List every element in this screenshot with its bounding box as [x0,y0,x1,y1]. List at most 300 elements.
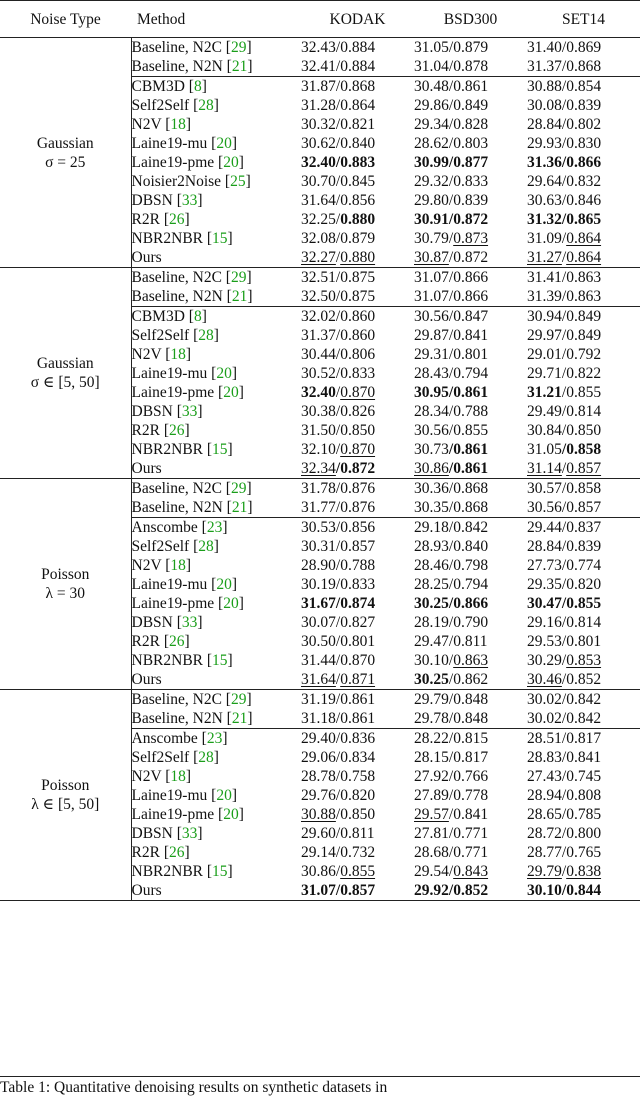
psnr-ssim-cell [301,77,414,97]
ssim-value: 0.848 [453,710,489,727]
citation-link: 20 [216,576,232,593]
psnr-ssim-cell [414,805,527,824]
psnr-ssim-cell [301,881,414,901]
method-name: N2V [131,557,162,574]
method-cell: Anscombe [23] [131,518,301,538]
ssim-value: 0.872 [340,460,376,477]
separator: / [448,403,454,420]
ssim-value: 0.857 [566,499,602,516]
method-cell: Self2Self [28] [131,327,219,344]
psnr-value: 31.87 [301,78,336,95]
ssim-value: 0.856 [340,519,376,536]
ssim-value: 0.850 [340,422,376,439]
separator: / [335,460,341,477]
method-cell: DBSN [33] [131,403,203,420]
psnr-value: 30.44 [301,346,336,363]
psnr-value: 28.90 [301,557,336,574]
ssim-value: 0.855 [340,863,376,880]
separator: / [335,97,341,114]
citation-link: 26 [168,422,185,439]
separator: / [335,863,341,880]
psnr-value: 30.25 [414,671,449,688]
method-cell: Laine19-mu [20] [131,135,237,152]
method-name: R2R [131,633,160,650]
ssim-value: 0.861 [453,460,489,477]
citation-link: 29 [230,480,247,497]
ssim-value: 0.857 [340,538,376,555]
citation-link: 26 [168,633,185,650]
ssim-value: 0.848 [453,691,489,708]
method-name: Baseline, N2N [131,288,223,305]
method-cell: NBR2NBR [15] [131,230,233,247]
ssim-value: 0.788 [453,403,489,420]
citation-link: 21 [231,499,248,516]
separator: / [448,595,454,612]
separator: / [448,230,454,247]
psnr-ssim-cell [414,670,527,690]
ssim-value: 0.879 [453,39,489,56]
psnr-ssim-cell [527,881,640,901]
psnr-value: 32.10 [301,441,336,458]
citation-link: 21 [231,58,248,75]
psnr-value: 31.77 [301,499,336,516]
psnr-value: 31.36 [527,154,562,171]
ssim-value: 0.863 [453,652,489,669]
separator: / [335,39,341,56]
psnr-value: 31.78 [301,480,336,497]
separator: / [448,192,454,209]
psnr-value: 31.21 [527,384,562,401]
psnr-ssim-cell [527,632,640,651]
psnr-ssim-cell [301,459,414,479]
psnr-ssim-cell [414,383,527,402]
method-name: DBSN [131,403,173,420]
psnr-ssim-cell [527,556,640,575]
method-cell: Baseline, N2N [21] [131,58,253,75]
method-cell: Laine19-mu [20] [131,576,237,593]
separator: / [335,422,341,439]
ssim-value: 0.866 [453,288,489,305]
psnr-value: 31.40 [527,39,562,56]
psnr-value: 29.14 [301,844,336,861]
ssim-value: 0.875 [340,288,376,305]
ssim-value: 0.871 [340,671,376,688]
psnr-value: 29.86 [414,97,449,114]
method-cell: Baseline, N2N [21] [131,499,253,516]
psnr-value: 29.06 [301,749,336,766]
ssim-value: 0.858 [566,441,602,458]
psnr-ssim-cell [414,824,527,843]
noise-type-cell [0,479,131,690]
ssim-value: 0.864 [340,97,376,114]
psnr-value: 31.04 [414,58,449,75]
separator: / [448,58,454,75]
citation-link: 15 [212,230,228,247]
ssim-value: 0.875 [340,269,376,286]
method-cell: NBR2NBR [15] [131,652,233,669]
psnr-ssim-cell [414,421,527,440]
psnr-value: 29.31 [414,346,449,363]
psnr-value: 28.19 [414,614,449,631]
citation-link: 33 [181,614,198,631]
method-name: Baseline, N2C [131,39,222,56]
psnr-value: 28.62 [414,135,449,152]
ssim-value: 0.836 [340,730,376,747]
table-caption: Table 1: Quantitative denoising results on synthetic datasets in [0,1076,640,1099]
noise-parameter: λ ∈ [5, 50] [31,796,100,813]
ssim-value: 0.821 [340,116,376,133]
ssim-value: 0.861 [453,384,489,401]
psnr-ssim-cell [527,862,640,881]
separator: / [561,519,567,536]
separator: / [561,806,567,823]
separator: / [335,499,341,516]
separator: / [335,538,341,555]
method-cell: R2R [26] [131,422,190,439]
ssim-value: 0.874 [340,595,376,612]
separator: / [561,192,567,209]
psnr-value: 30.10 [527,882,562,899]
method-cell: Baseline, N2C [29] [131,269,252,286]
psnr-ssim-cell [301,805,414,824]
ssim-value: 0.868 [453,480,489,497]
method-cell: Baseline, N2N [21] [131,710,253,727]
psnr-value: 28.94 [527,787,562,804]
psnr-value: 31.18 [301,710,336,727]
psnr-ssim-cell [527,421,640,440]
method-name: Ours [131,671,162,688]
psnr-value: 27.92 [414,768,449,785]
psnr-ssim-cell [301,843,414,862]
psnr-value: 29.97 [527,327,562,344]
psnr-ssim-cell [301,134,414,153]
separator: / [335,346,341,363]
separator: / [448,78,454,95]
psnr-ssim-cell [527,115,640,134]
psnr-value: 29.60 [301,825,336,842]
method-cell: Anscombe [23] [131,729,301,749]
table-row [0,479,640,499]
method-name: Baseline, N2C [131,269,222,286]
citation-link: 33 [181,825,198,842]
citation-link: 33 [181,192,198,209]
psnr-ssim-cell [527,248,640,268]
ssim-value: 0.863 [566,288,602,305]
separator: / [448,710,454,727]
psnr-value: 27.73 [527,557,562,574]
ssim-value: 0.830 [566,135,602,152]
psnr-ssim-cell [414,440,527,459]
ssim-value: 0.839 [566,538,602,555]
citation-link: 20 [216,787,232,804]
ssim-value: 0.811 [453,633,488,650]
separator: / [448,327,454,344]
method-cell: Self2Self [28] [131,749,219,766]
ssim-value: 0.814 [566,614,602,631]
ssim-value: 0.849 [453,97,489,114]
psnr-ssim-cell [527,690,640,710]
header-method: Method [137,10,186,28]
method-cell: Laine19-pme [20] [131,595,244,612]
citation-link: 23 [206,730,223,747]
psnr-value: 32.34 [301,460,336,477]
separator: / [448,519,454,536]
psnr-value: 30.25 [414,595,449,612]
separator: / [335,671,341,688]
ssim-value: 0.774 [566,557,602,574]
citation-link: 21 [231,288,248,305]
psnr-value: 30.32 [301,116,336,133]
ssim-value: 0.808 [566,787,602,804]
ssim-value: 0.837 [566,519,602,536]
psnr-ssim-cell [527,824,640,843]
psnr-ssim-cell [414,651,527,670]
psnr-ssim-cell [301,729,414,749]
psnr-ssim-cell [301,709,414,729]
citation-link: 28 [198,327,214,344]
separator: / [561,460,567,477]
method-name: Baseline, N2C [131,480,222,497]
psnr-value: 28.84 [527,538,562,555]
ssim-value: 0.866 [566,154,602,171]
method-name: NBR2NBR [131,441,203,458]
header-bsd300: BSD300 [443,10,498,28]
psnr-value: 30.86 [414,460,449,477]
method-cell [131,459,301,479]
ssim-value: 0.817 [453,749,489,766]
method-name: N2V [131,116,162,133]
separator: / [561,308,567,325]
ssim-value: 0.841 [566,749,602,766]
method-cell: N2V [18] [131,116,192,133]
psnr-ssim-cell [301,153,414,172]
ssim-value: 0.765 [566,844,602,861]
separator: / [335,154,341,171]
separator: / [335,58,341,75]
separator: / [448,863,454,880]
ssim-value: 0.794 [453,576,489,593]
ssim-value: 0.822 [566,365,602,382]
separator: / [561,652,567,669]
psnr-value: 30.35 [414,499,449,516]
ssim-value: 0.842 [453,519,489,536]
psnr-value: 29.64 [527,173,562,190]
separator: / [561,787,567,804]
psnr-value: 28.78 [301,768,336,785]
psnr-value: 31.67 [301,595,336,612]
separator: / [335,557,341,574]
method-cell: Laine19-pme [20] [131,384,244,401]
psnr-ssim-cell [414,881,527,901]
ssim-value: 0.845 [340,173,376,190]
ssim-value: 0.801 [566,633,602,650]
method-name: Ours [131,460,162,477]
psnr-ssim-cell [527,326,640,345]
psnr-value: 29.78 [414,710,449,727]
separator: / [448,691,454,708]
psnr-value: 31.07 [301,882,336,899]
ssim-value: 0.766 [453,768,489,785]
psnr-ssim-cell [527,229,640,248]
psnr-value: 28.83 [527,749,562,766]
method-cell: DBSN [33] [131,192,203,209]
psnr-value: 28.84 [527,116,562,133]
separator: / [448,749,454,766]
method-cell: DBSN [33] [131,825,203,842]
separator: / [335,691,341,708]
psnr-value: 30.88 [527,78,562,95]
ssim-value: 0.857 [566,460,602,477]
psnr-value: 29.35 [527,576,562,593]
method-cell: Laine19-mu [20] [131,787,237,804]
method-name: Baseline, N2C [131,691,222,708]
psnr-ssim-cell [527,77,640,97]
citation-link: 18 [170,346,186,363]
psnr-ssim-cell [414,479,527,499]
ssim-value: 0.840 [453,538,489,555]
ssim-value: 0.860 [340,308,376,325]
method-name: DBSN [131,825,173,842]
psnr-value: 31.05 [527,441,562,458]
method-cell: Self2Self [28] [131,538,219,555]
ssim-value: 0.870 [340,384,376,401]
citation-link: 29 [230,39,247,56]
ssim-value: 0.842 [566,710,602,727]
psnr-value: 31.39 [527,288,562,305]
separator: / [448,441,454,458]
psnr-ssim-cell [527,96,640,115]
method-name: N2V [131,768,162,785]
ssim-value: 0.798 [453,557,489,574]
method-cell: Baseline, N2C [29] [131,691,252,708]
separator: / [561,269,567,286]
psnr-value: 29.32 [414,173,449,190]
psnr-value: 29.87 [414,327,449,344]
psnr-ssim-cell [414,729,527,749]
ssim-value: 0.861 [453,441,489,458]
psnr-ssim-cell [414,537,527,556]
ssim-value: 0.801 [340,633,376,650]
ssim-value: 0.844 [566,882,602,899]
psnr-value: 30.70 [301,173,336,190]
psnr-value: 30.62 [301,135,336,152]
psnr-value: 32.27 [301,249,336,266]
psnr-ssim-cell [414,498,527,518]
method-name: N2V [131,346,162,363]
ssim-value: 0.864 [566,249,602,266]
separator: / [561,633,567,650]
citation-link: 33 [181,403,198,420]
psnr-value: 30.29 [527,652,562,669]
psnr-ssim-cell [301,518,414,538]
ssim-value: 0.858 [566,480,602,497]
separator: / [561,346,567,363]
psnr-value: 31.05 [414,39,449,56]
separator: / [448,249,454,266]
separator: / [335,403,341,420]
method-name: CBM3D [131,78,185,95]
psnr-ssim-cell [301,575,414,594]
separator: / [561,480,567,497]
separator: / [448,538,454,555]
separator: / [448,346,454,363]
ssim-value: 0.820 [340,787,376,804]
psnr-value: 29.01 [527,346,562,363]
noise-parameter: λ = 30 [45,585,85,602]
noise-type-cell [0,38,131,268]
psnr-value: 28.34 [414,403,449,420]
psnr-ssim-cell [414,843,527,862]
psnr-value: 28.43 [414,365,449,382]
psnr-ssim-cell [301,767,414,786]
separator: / [561,614,567,631]
method-name: NBR2NBR [131,230,203,247]
citation-link: 23 [206,519,223,536]
method-name: Anscombe [131,519,198,536]
psnr-ssim-cell [414,786,527,805]
citation-link: 21 [231,710,248,727]
psnr-ssim-cell [414,709,527,729]
method-name: Laine19-pme [131,154,215,171]
psnr-value: 30.95 [414,384,449,401]
ssim-value: 0.868 [566,58,602,75]
separator: / [448,882,454,899]
separator: / [335,576,341,593]
psnr-value: 30.48 [414,78,449,95]
citation-link: 28 [198,97,214,114]
separator: / [561,403,567,420]
separator: / [561,844,567,861]
psnr-ssim-cell [414,287,527,307]
psnr-value: 32.40 [301,154,336,171]
separator: / [335,806,341,823]
separator: / [335,710,341,727]
psnr-ssim-cell [301,383,414,402]
separator: / [561,557,567,574]
citation-link: 20 [223,384,239,401]
ssim-value: 0.790 [453,614,489,631]
citation-link: 8 [193,78,202,95]
psnr-ssim-cell [414,575,527,594]
method-name: Ours [131,249,162,266]
method-name: Laine19-pme [131,384,215,401]
psnr-value: 32.25 [301,211,336,228]
ssim-value: 0.801 [453,346,489,363]
psnr-value: 30.56 [414,308,449,325]
psnr-value: 29.79 [527,863,562,880]
ssim-value: 0.878 [453,58,489,75]
ssim-value: 0.870 [340,441,376,458]
psnr-ssim-cell [301,440,414,459]
psnr-value: 30.84 [527,422,562,439]
ssim-value: 0.876 [340,499,376,516]
psnr-ssim-cell [301,824,414,843]
separator: / [448,135,454,152]
separator: / [335,230,341,247]
psnr-ssim-cell [414,77,527,97]
psnr-value: 29.57 [414,806,449,823]
separator: / [448,499,454,516]
psnr-value: 30.08 [527,97,562,114]
psnr-value: 30.52 [301,365,336,382]
ssim-value: 0.854 [566,78,602,95]
ssim-value: 0.778 [453,787,489,804]
psnr-ssim-cell [527,57,640,77]
psnr-ssim-cell [301,690,414,710]
separator: / [335,116,341,133]
psnr-ssim-cell [527,537,640,556]
method-cell: R2R [26] [131,844,190,861]
